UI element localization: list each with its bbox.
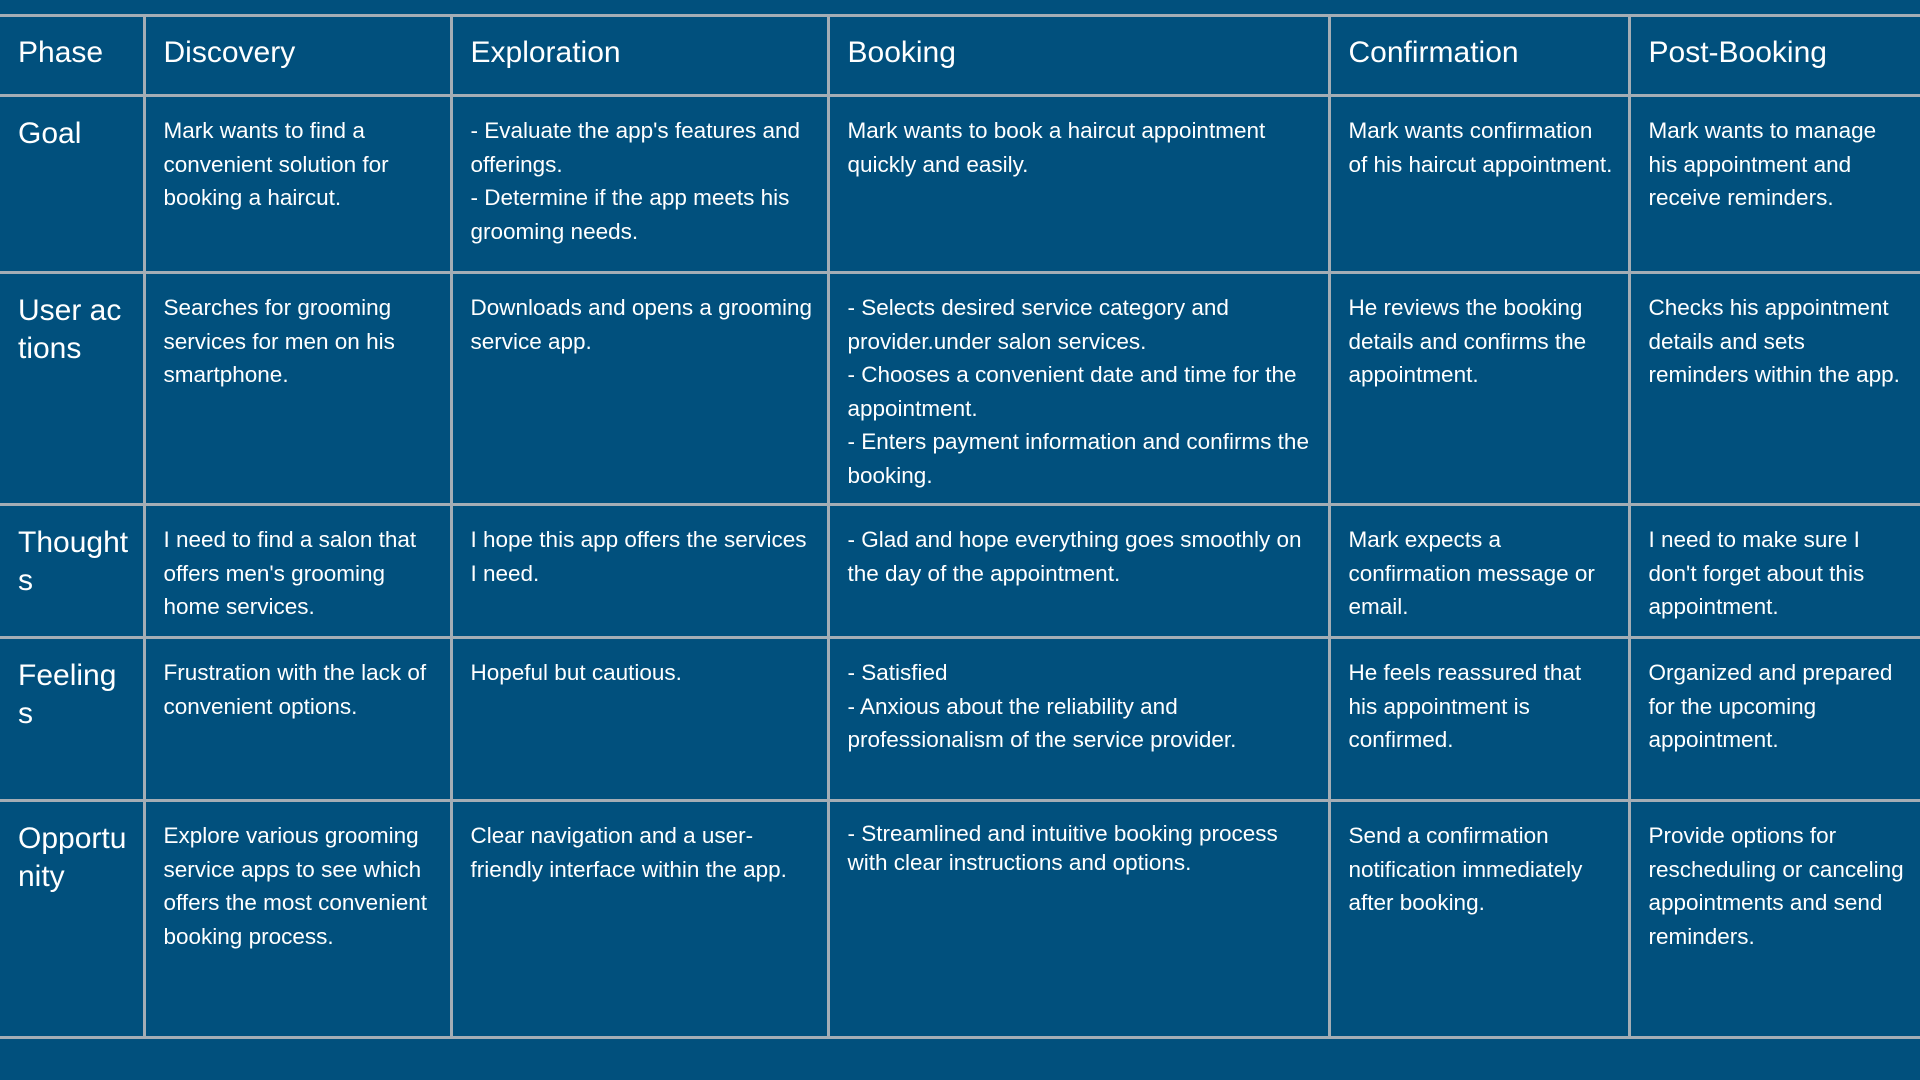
thoughts-booking-cell [828,505,1329,638]
feelings-exploration-cell [451,638,828,801]
opportunity-post-booking-cell [1629,801,1920,1038]
goal-post-booking-cell [1629,96,1920,273]
cell-text: Clear navigation and a user-friendly interface within the app. [470,823,787,882]
header-discovery: Discovery [144,16,451,96]
cell-text: Mark wants to find a convenient solution for booking a haircut. [163,118,389,210]
cell-text: - Evaluate the app's features and offerings. [470,118,801,177]
cell-text: Explore various grooming service apps to see which offers the most convenient booking process. [163,823,427,949]
cell-text: He feels reassured that his appointment is confirmed. [1348,660,1582,752]
cell-text: I hope this app offers the services I need. [470,527,807,586]
cell-text: - Glad and hope everything goes smoothly on the day of the appointment. [847,527,1302,586]
header-booking: Booking [828,16,1329,96]
row-label-opportunity: Opportunity [0,801,144,1038]
table-row-thoughts [0,505,1920,638]
cell-text: Mark wants to book a haircut appointment quickly and easily. [847,118,1266,177]
cell-text: - Satisfied [847,660,948,685]
cell-text: Downloads and opens a grooming service app. [470,295,812,354]
table-row-opportunity [0,801,1920,1038]
actions-confirmation-cell [1329,273,1629,505]
header-confirmation: Confirmation [1329,16,1629,96]
feelings-confirmation-cell [1329,638,1629,801]
goal-exploration-cell [451,96,828,273]
cell-text: Searches for grooming services for men on his smartphone. [163,295,395,387]
cell-text: - Anxious about the reliability and professionalism of the service provider. [847,693,1237,752]
header-post-booking: Post-Booking [1629,16,1920,96]
header-row [0,16,1920,96]
goal-discovery-cell [144,96,451,273]
table-row-goal [0,96,1920,273]
thoughts-exploration-cell [451,505,828,638]
header-phase: Phase [0,16,144,96]
feelings-booking-cell [828,638,1329,801]
row-label-goal: Goal [0,96,144,273]
goal-booking-cell [828,96,1329,273]
cell-text: - Selects desired service category and provider.under salon services. [847,295,1229,354]
thoughts-post-booking-cell [1629,505,1920,638]
cell-text: I need to find a salon that offers men's grooming home services. [163,527,417,619]
thoughts-confirmation-cell [1329,505,1629,638]
cell-text: - Enters payment information and confirms the booking. [847,429,1309,488]
opportunity-booking-cell [828,801,1329,1038]
actions-discovery-cell [144,273,451,505]
cell-text: Frustration with the lack of convenient options. [163,660,427,719]
cell-text: I need to make sure I don't forget about this appointment. [1648,527,1865,619]
opportunity-exploration-cell [451,801,828,1038]
cell-text: - Determine if the app meets his grooming needs. [470,185,790,244]
actions-post-booking-cell [1629,273,1920,505]
cell-text: - Chooses a convenient date and time for the appointment. [847,362,1297,421]
table-row-user-actions [0,273,1920,505]
feelings-post-booking-cell [1629,638,1920,801]
actions-booking-cell [828,273,1329,505]
thoughts-discovery-cell [144,505,451,638]
cell-text: Mark wants confirmation of his haircut appointment. [1348,118,1613,177]
cell-text: Mark wants to manage his appointment and receive reminders. [1648,118,1877,210]
cell-text: Provide options for rescheduling or canceling appointments and send reminders. [1648,823,1904,949]
cell-text: Mark expects a confirmation message or email. [1348,527,1595,619]
feelings-discovery-cell [144,638,451,801]
customer-journey-table [0,14,1920,1039]
row-label-feelings: Feelings [0,638,144,801]
cell-text: Hopeful but cautious. [470,660,682,685]
cell-text: - Streamlined and intuitive booking process with clear instructions and options. [847,821,1278,875]
opportunity-discovery-cell [144,801,451,1038]
opportunity-confirmation-cell [1329,801,1629,1038]
row-label-thoughts: Thoughts [0,505,144,638]
cell-text: He reviews the booking details and confirms the appointment. [1348,295,1587,387]
goal-confirmation-cell [1329,96,1629,273]
row-label-user-actions: User actions [0,273,144,505]
cell-text: Checks his appointment details and sets reminders within the app. [1648,295,1900,387]
table-row-feelings [0,638,1920,801]
actions-exploration-cell [451,273,828,505]
cell-text: Send a confirmation notification immediately after booking. [1348,823,1583,915]
cell-text: Organized and prepared for the upcoming appointment. [1648,660,1893,752]
header-exploration: Exploration [451,16,828,96]
